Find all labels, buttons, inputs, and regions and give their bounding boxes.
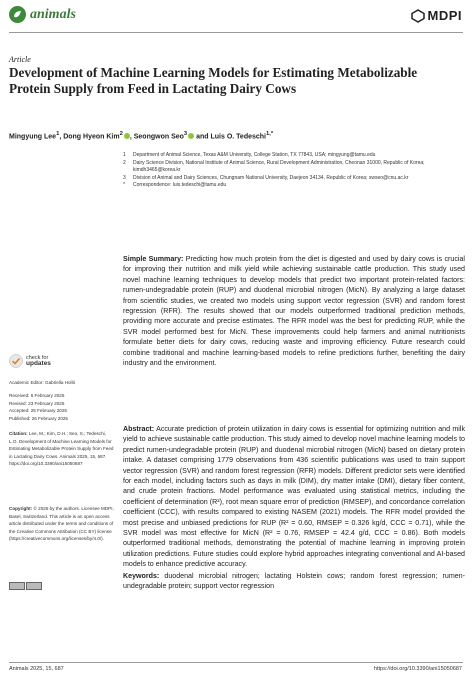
abstract-text: Accurate prediction of protein utilization in dairy cows is essential for optimizing nutrition and milk yield to achieve sustainable cattle production. This study aimed to develop novel machine learning models to predict rumen-undegradable protein (RUP) and duodenal microbial nitrogen (MicN) based on dietary protein intake. A dataset comprising 1779 observations from 436 scientific publications was used to train support vector regression (SVR) and random forest regression (RFR) models. Different predictor sets were identified for each model, including factors such as days in milk (DIM), dry matter intake (DMI), dietary fiber content, and crude protein fractions. Model performance was evaluated using statistical metrics, including the coefficient of determination (R²), root mean square error of prediction (RMSEP), and concordance correlation coefficient (CCC), with results compared to existing NASEM (2021) models. The RFR model provided the most precise and unbiased predictions for RUP (R² = 0.60, RMSEP = 0.326 kg/d, CCC = 0.71), while the SVR model was most effective for MicN (R² = 0.76, RMSEP = 42.4 g/d, CCC = 0.86). Both models outperformed traditional methods, demonstrating the potential of machine learning in improving protein utilization predictions. Future studies could explore hybrid approaches integrating conventional and AI-based models to enhance predictive accuracy. — [123, 425, 465, 569]
paper-title: Development of Machine Learning Models for Estimating Metabolizable Protein Supply from Feed in Lactating Dairy Cows — [9, 65, 418, 96]
author-sup: 1 — [56, 131, 60, 137]
history-item: Published: 26 February 2025 — [9, 415, 68, 421]
check-for-updates[interactable] — [9, 354, 51, 368]
correspondence: * Correspondence: luis.tedeschi@tamu.edu — [123, 182, 227, 188]
cc-by-badge[interactable] — [9, 582, 42, 590]
academic-editor — [9, 379, 114, 387]
abstract-label: Abstract: — [123, 425, 155, 433]
abstract — [123, 424, 465, 570]
affiliations — [123, 152, 463, 190]
author-name[interactable]: Mingyung Lee — [9, 133, 57, 141]
history-item: Received: 6 February 2025 — [9, 393, 65, 398]
author-list: Mingyung Lee$^1$, Dong Hyeon Kim$^2$ , Seongwon Seo$^3$ and Luis O. Tedeschi$^{1,*}$ — [9, 131, 274, 141]
journal-logo[interactable] — [9, 6, 76, 23]
check-updates-icon — [9, 354, 23, 368]
citation-label: Citation: — [9, 431, 28, 436]
citation — [9, 430, 114, 468]
publisher-name: MDPI — [427, 8, 462, 23]
copyright-text: © 2025 by the authors. Licensee MDPI, Basel, Switzerland. This article is an open access article distributed under the terms and conditions of the Creative Commons Attribution (CC BY) license (https://creativecommons.org/licenses/by/4.0/). — [9, 506, 114, 541]
mdpi-logo-icon — [411, 9, 425, 23]
keywords — [123, 571, 465, 592]
copyright — [9, 505, 114, 543]
article-type: Article — [9, 55, 31, 64]
journal-name: animals — [30, 6, 76, 22]
check-updates-line1: check for — [26, 354, 49, 361]
footer-doi[interactable]: https://doi.org/10.3390/ani15050687 — [373, 666, 462, 672]
author-sup: 1,* — [266, 131, 274, 137]
check-updates-line2: updates — [26, 360, 51, 367]
affiliation-item: 3 Division of Animal and Dairy Sciences, Chungnam National University, Daejeon 34134, Republic of Korea; swseo@cnu.ac.kr — [123, 174, 409, 181]
cc-icon — [9, 582, 25, 590]
affiliation-item: 2 Dairy Science Division, National Institute of Animal Science, Rural Development Administration, Cheonan 31000, Republic of Korea; kimdh3465@korea.kr — [123, 159, 425, 173]
author-sup: 2 — [119, 131, 123, 137]
animals-logo-icon — [9, 6, 26, 23]
author-name[interactable]: Luis O. Tedeschi — [210, 133, 266, 141]
footer-citation: Animals 2025, 15, 687 — [9, 666, 64, 672]
keywords-label: Keywords: — [123, 572, 160, 580]
orcid-icon[interactable] — [124, 133, 130, 139]
editor-label: Academic Editor: — [9, 380, 44, 385]
orcid-icon[interactable] — [188, 133, 194, 139]
header-rule — [9, 32, 463, 33]
simple-summary-text: Predicting how much protein from the diet is digested and used by dairy cows is crucial for improving their nutrition and milk yield while achieving sustainable cattle production. This study used novel machine learning techniques to develop models that predict two important protein-related factors: rumen-undegradable protein (RUP) and duodenal microbial nitrogen (MicN). By analyzing a large dataset from scientific studies, we created two models using support vector regression (SVR) and random forest regression (RFR). The results showed that our models outperformed traditional prediction methods, providing more accurate and precise estimates. The RFR model was the best for predicting RUP, while the SVR model performed best for MicN. These improvements could help farmers and animal nutritionists formulate better diets for dairy cows, reducing waste and improving efficiency. Future research could combine traditional and machine learning-based models to refine predictions further, benefiting the dairy industry and the environment. — [123, 255, 465, 368]
by-icon — [26, 582, 42, 590]
keywords-text: duodenal microbial nitrogen; lactating Holstein cows; random forest regression; rumen-undegradable protein; support vector regression — [123, 572, 465, 591]
affiliation-item: 1 Department of Animal Science, Texas A&M University, College Station, TX 77843, USA; mingyung@tamu.edu — [123, 152, 376, 158]
publisher-logo[interactable] — [411, 8, 463, 23]
history-item: Accepted: 25 February 2025 — [9, 408, 67, 413]
copyright-label: Copyright: — [9, 506, 33, 511]
author-sup: 3 — [183, 131, 188, 137]
author-name[interactable]: Dong Hyeon Kim — [63, 133, 120, 141]
publication-history — [9, 392, 114, 422]
simple-summary — [123, 254, 465, 368]
citation-text[interactable]: Lee, M.; Kim, D.H.; Seo, S.; Tedeschi, L.O. Development of Machine Learning Models for Estimating Metabolizable Protein Supply from Feed in Lactating Dairy Cows. Animals 2025, 15, 687. https://doi.org/10.3390/ani15050687 — [9, 431, 114, 466]
simple-summary-label: Simple Summary: — [123, 255, 184, 263]
footer-rule — [9, 662, 463, 663]
editor-name: Gabriella Holló — [45, 380, 76, 385]
history-item: Revised: 23 February 2025 — [9, 400, 65, 406]
author-name[interactable]: Seongwon Seo — [133, 133, 184, 141]
